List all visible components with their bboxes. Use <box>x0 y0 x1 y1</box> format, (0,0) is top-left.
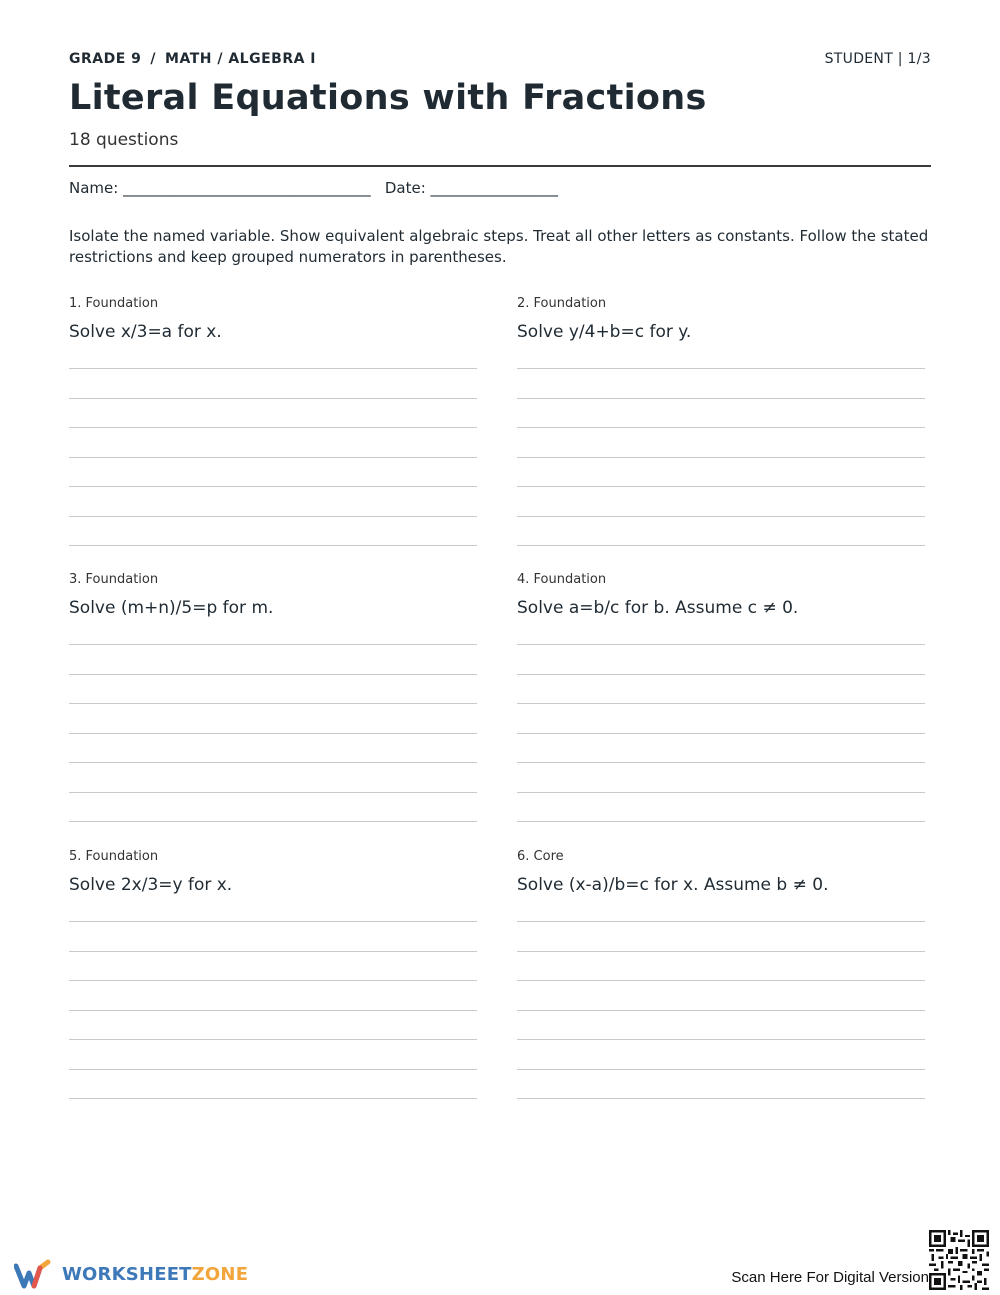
question-label: 2. Foundation <box>517 296 607 311</box>
question-label: 1. Foundation <box>69 296 159 311</box>
question-text: Solve (x-a)/b=c for x. Assume b ≠ 0. <box>517 875 829 895</box>
question-text: Solve x/3=a for x. <box>69 322 222 342</box>
page-indicator: STUDENT | 1/3 <box>824 51 931 67</box>
brand-name-part1: WORKSHEET <box>62 1264 192 1285</box>
question-label: 6. Core <box>517 849 564 864</box>
question-text: Solve (m+n)/5=p for m. <box>69 598 274 618</box>
question-text: Solve y/4+b=c for y. <box>517 322 692 342</box>
breadcrumb-separator: / <box>150 51 157 67</box>
brand-name-part2: ZONE <box>191 1264 249 1285</box>
name-date-fields[interactable]: Name: _________________________________ Date: _________________ <box>69 179 559 197</box>
answer-lines[interactable] <box>517 921 925 1128</box>
worksheetzone-logo-icon <box>14 1258 54 1290</box>
brand-name <box>62 1264 248 1285</box>
header-divider <box>69 165 931 167</box>
question-label: 4. Foundation <box>517 572 607 587</box>
question-count: 18 questions <box>69 130 179 150</box>
grade-label: GRADE 9 <box>69 51 142 67</box>
qr-code-icon[interactable] <box>929 1230 989 1290</box>
top-bar <box>69 51 931 69</box>
question-label: 5. Foundation <box>69 849 159 864</box>
page-title: Literal Equations with Fractions <box>69 78 707 118</box>
answer-lines[interactable] <box>517 368 925 575</box>
question-text: Solve 2x/3=y for x. <box>69 875 233 895</box>
subject-label: MATH / ALGEBRA I <box>165 51 317 67</box>
question-label: 3. Foundation <box>69 572 159 587</box>
answer-lines[interactable] <box>69 644 477 851</box>
worksheetzone-logo[interactable] <box>14 1258 254 1290</box>
answer-lines[interactable] <box>69 921 477 1128</box>
instructions: Isolate the named variable. Show equivalent algebraic steps. Treat all other letters as constants. Follow the stated restrictions and keep grouped numerators in parentheses. <box>69 227 929 266</box>
scan-caption: Scan Here For Digital Version <box>731 1269 929 1286</box>
answer-lines[interactable] <box>69 368 477 575</box>
answer-lines[interactable] <box>517 644 925 851</box>
breadcrumb <box>69 51 316 67</box>
question-text: Solve a=b/c for b. Assume c ≠ 0. <box>517 598 799 618</box>
